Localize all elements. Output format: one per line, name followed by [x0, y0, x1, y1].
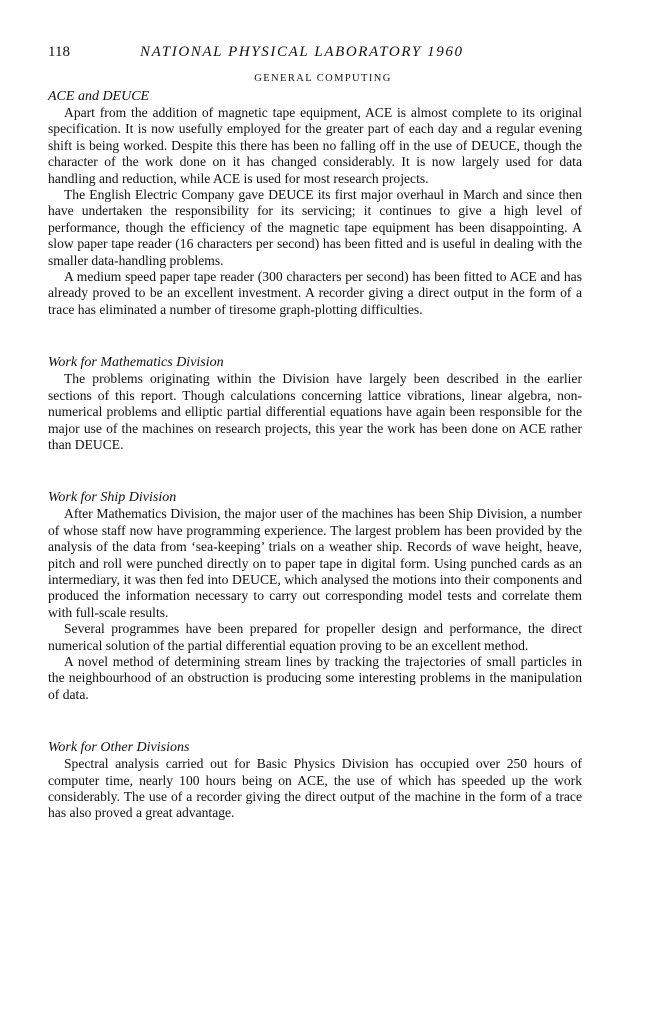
paragraph: Apart from the addition of magnetic tape equipment, ACE is almost complete to its original specification. It is now usefully employed for the greater part of each day and a regular evening shift is being worked. Despite this there has been no falling off in the use of DEUCE, though the character of the work done on it has changed considerably. It is now largely used for data handling and reduction, while ACE is used for most research projects.: [48, 105, 582, 186]
section-heading: GENERAL COMPUTING: [254, 73, 392, 84]
paragraph: The problems originating within the Division have largely been described in the earlier sections of this report. Though calculations concerning lattice vibrations, linear algebra, non-numerical problems and elliptic partial differential equations have again been responsible for the major use of the machines on research projects, this year the work has been done on ACE rather than DEUCE.: [48, 371, 582, 452]
paragraph: A novel method of determining stream lines by tracking the trajectories of small particles in the neighbourhood of an obstruction is producing some interesting problems in the manipulation of data.: [48, 653, 582, 702]
subheading-ace-and-deuce: ACE and DEUCE: [48, 89, 150, 104]
paragraph: Several programmes have been prepared for propeller design and performance, the direct numerical solution of the partial differential equation proving to be an excellent method.: [48, 621, 582, 653]
subheading-mathematics-division: Work for Mathematics Division: [48, 355, 224, 371]
running-title: NATIONAL PHYSICAL LABORATORY 1960: [140, 44, 464, 60]
page-number: 118: [48, 44, 70, 60]
paragraph: Spectral analysis carried out for Basic Physics Division has occupied over 250 hours of computer time, nearly 100 hours being on ACE, the use of which has speeded up the work considerably. The use of a recorder giving the direct output of the machine in the form of a trace has also proved a great advantage.: [48, 756, 582, 821]
running-header: [48, 44, 582, 64]
subheading-ship-division: Work for Ship Division: [48, 490, 177, 506]
document-page: [48, 44, 582, 822]
subheading-other-divisions: Work for Other Divisions: [48, 740, 190, 756]
paragraph: A medium speed paper tape reader (300 characters per second) has been fitted to ACE and has already proved to be an excellent investment. A recorder giving a direct output in the form of a trace has eliminated a number of tiresome graph-plotting difficulties.: [48, 269, 582, 317]
paragraph: After Mathematics Division, the major user of the machines has been Ship Division, a number of whose staff now have programming experience. The largest problem has been provided by the analysis of the data from ‘sea-keeping’ trials on a weather ship. Records of wave height, heave, pitch and roll were punched directly on to paper tape in digital form. Using punched cards as an intermediary, it was then fed into DEUCE, which analysed the motions into their components and produced the information necessary to carry out corresponding model tests and correlate them with full-scale results.: [48, 506, 582, 620]
paragraph: The English Electric Company gave DEUCE its first major overhaul in March and since then have undertaken the responsibility for its servicing; it continues to give a high level of performance, though the efficiency of the magnetic tape equipment has been disappointing. A slow paper tape reader (16 characters per second) has been fitted and is useful in dealing with the smaller data-handling problems.: [48, 187, 582, 268]
